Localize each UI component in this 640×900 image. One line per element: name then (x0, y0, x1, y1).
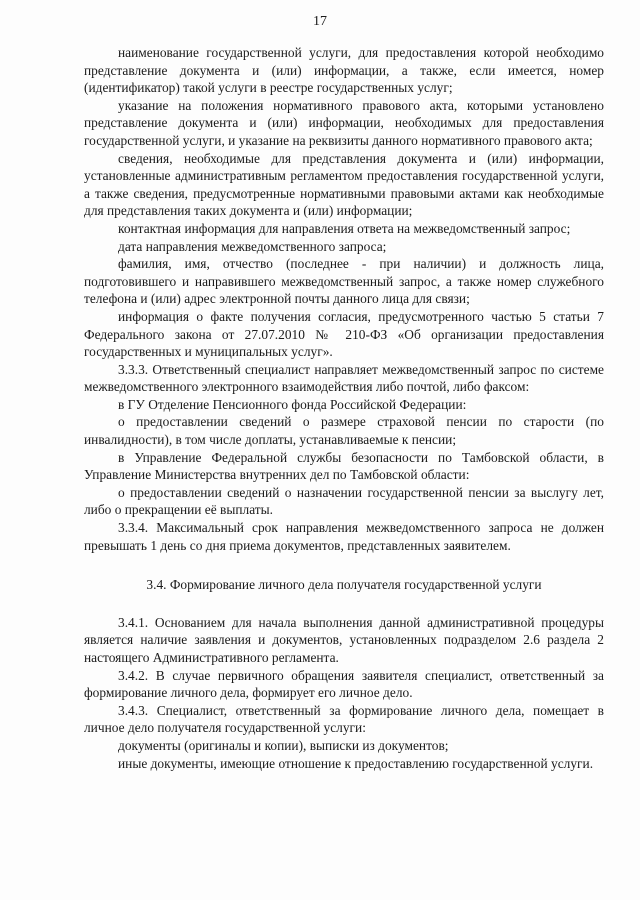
paragraph: фамилия, имя, отчество (последнее - при наличии) и должность лица, подготовившего и направившего межведомственный запрос, а также номер служебного телефона и (или) адрес электронной почты данного лица для связи; (84, 256, 604, 307)
paragraph: в Управление Федеральной службы безопасности по Тамбовской области, в Управление Министерства внутренних дел по Тамбовской области: (84, 449, 604, 483)
paragraph: о предоставлении сведений о назначении государственной пенсии за выслугу лет, либо о прекращении её выплаты. (84, 484, 604, 518)
paragraph: 3.4.1. Основанием для начала выполнения данной административной процедуры является наличие заявления и документов, установленных подразделом 2.6 раздела 2 настоящего Административного регламента. (84, 614, 604, 665)
paragraph: наименование государственной услуги, для предоставления которой необходимо представление документа и (или) информации, а также, если имеется, номер (идентификатор) такой услуги в реестре государственных услуг; (84, 45, 604, 96)
page-number: 17 (313, 14, 327, 29)
paragraph: сведения, необходимые для представления документа и (или) информации, установленные административным регламентом предоставления государственной услуги, а также сведения, предусмотренные нормативными правовыми актами как необходимые для представления таких документа и (или) информации; (84, 150, 604, 219)
paragraph: дата направления межведомственного запроса; (118, 238, 387, 254)
paragraph: информация о факте получения согласия, предусмотренного частью 5 статьи 7 Федерального закона от 27.07.2010 № 210-ФЗ «Об организации предоставления государственных и муниципальных услуг». (84, 308, 604, 360)
paragraph: о предоставлении сведений о размере страховой пенсии по старости (по инвалидности), в том числе доплаты, устанавливаемые к пенсии; (84, 414, 604, 448)
paragraph: указание на положения нормативного правового акта, которыми установлено представление документа и (или) информации, необходимых для предоставления государственной услуги, и указание на реквизиты данного нормативного правового акта; (84, 97, 604, 148)
page-content (84, 44, 604, 772)
paragraph: 3.3.4. Максимальный срок направления межведомственного запроса не должен превышать 1 день со дня приема документов, представленных заявителем. (84, 520, 604, 553)
paragraph: иные документы, имеющие отношение к предоставлению государственной услуги. (118, 755, 594, 771)
paragraph: 3.4.2. В случае первичного обращения заявителя специалист, ответственный за формирование личного дела, формирует его личное дело. (84, 667, 604, 701)
paragraph: документы (оригиналы и копии), выписки из документов; (118, 737, 449, 753)
paragraph: в ГУ Отделение Пенсионного фонда Российской Федерации: (118, 396, 467, 412)
section-heading: 3.4. Формирование личного дела получателя государственной услуги (146, 577, 542, 593)
paragraph: 3.4.3. Специалист, ответственный за формирование личного дела, помещает в личное дело получателя государственной услуги: (84, 702, 604, 736)
paragraph: контактная информация для направления ответа на межведомственный запрос; (118, 220, 571, 236)
paragraph: 3.3.3. Ответственный специалист направляет межведомственный запрос по системе межведомственного электронного взаимодействия либо почтой, либо факсом: (84, 361, 604, 395)
